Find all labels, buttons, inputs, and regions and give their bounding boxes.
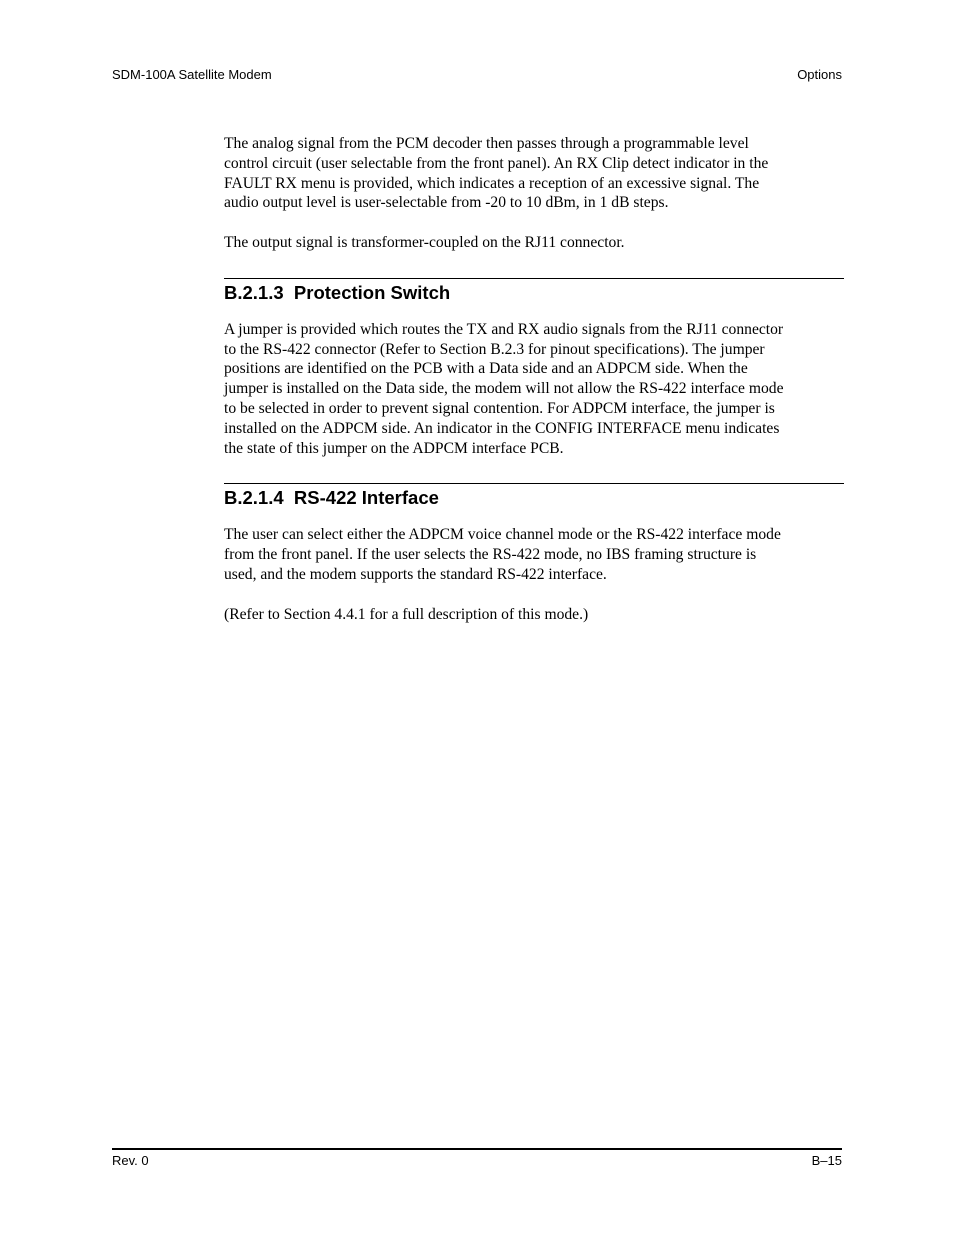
page-body <box>224 134 844 624</box>
section-divider <box>224 483 844 484</box>
header-document-title: SDM-100A Satellite Modem <box>112 67 272 82</box>
footer-page-number: B–15 <box>811 1153 842 1168</box>
section-paragraph: (Refer to Section 4.4.1 for a full description of this mode.) <box>224 605 589 623</box>
header-chapter-title: Options <box>797 67 842 82</box>
section-heading-protection-switch: B.2.1.3 Protection Switch <box>224 281 451 303</box>
section-divider <box>224 278 844 279</box>
section-heading-rs422-interface: B.2.1.4 RS-422 Interface <box>224 487 439 509</box>
intro-paragraph: The output signal is transformer-coupled on the RJ11 connector. <box>224 233 625 251</box>
page-header <box>112 66 842 84</box>
section-paragraph: The user can select either the ADPCM voice channel mode or the RS-422 interface mode from the front panel. If the user selects the RS-422 mode, no IBS framing structure is used, and the modem supports the standard RS-422 interface. <box>224 526 781 583</box>
intro-paragraph: The analog signal from the PCM decoder then passes through a programmable level control circuit (user selectable from the front panel). An RX Clip detect indicator in the FAULT RX menu is provided, which indicates a reception of an excessive signal. The audio output level is user-selectable from -20 to 10 dBm, in 1 dB steps. <box>224 135 769 212</box>
page-footer <box>112 1148 842 1170</box>
footer-revision: Rev. 0 <box>112 1153 149 1168</box>
section-paragraph: A jumper is provided which routes the TX and RX audio signals from the RJ11 connector to the RS-422 connector (Refer to Section B.2.3 for pinout specifications). The jumper positions are identified on the PCB with a Data side and an ADPCM side. When the jumper is installed on the Data side, the modem will not allow the RS-422 interface mode to be selected in order to prevent signal contention. For ADPCM interface, the jumper is installed on the ADPCM side. An indicator in the CONFIG INTERFACE menu indicates the state of this jumper on the ADPCM interface PCB. <box>224 320 784 457</box>
